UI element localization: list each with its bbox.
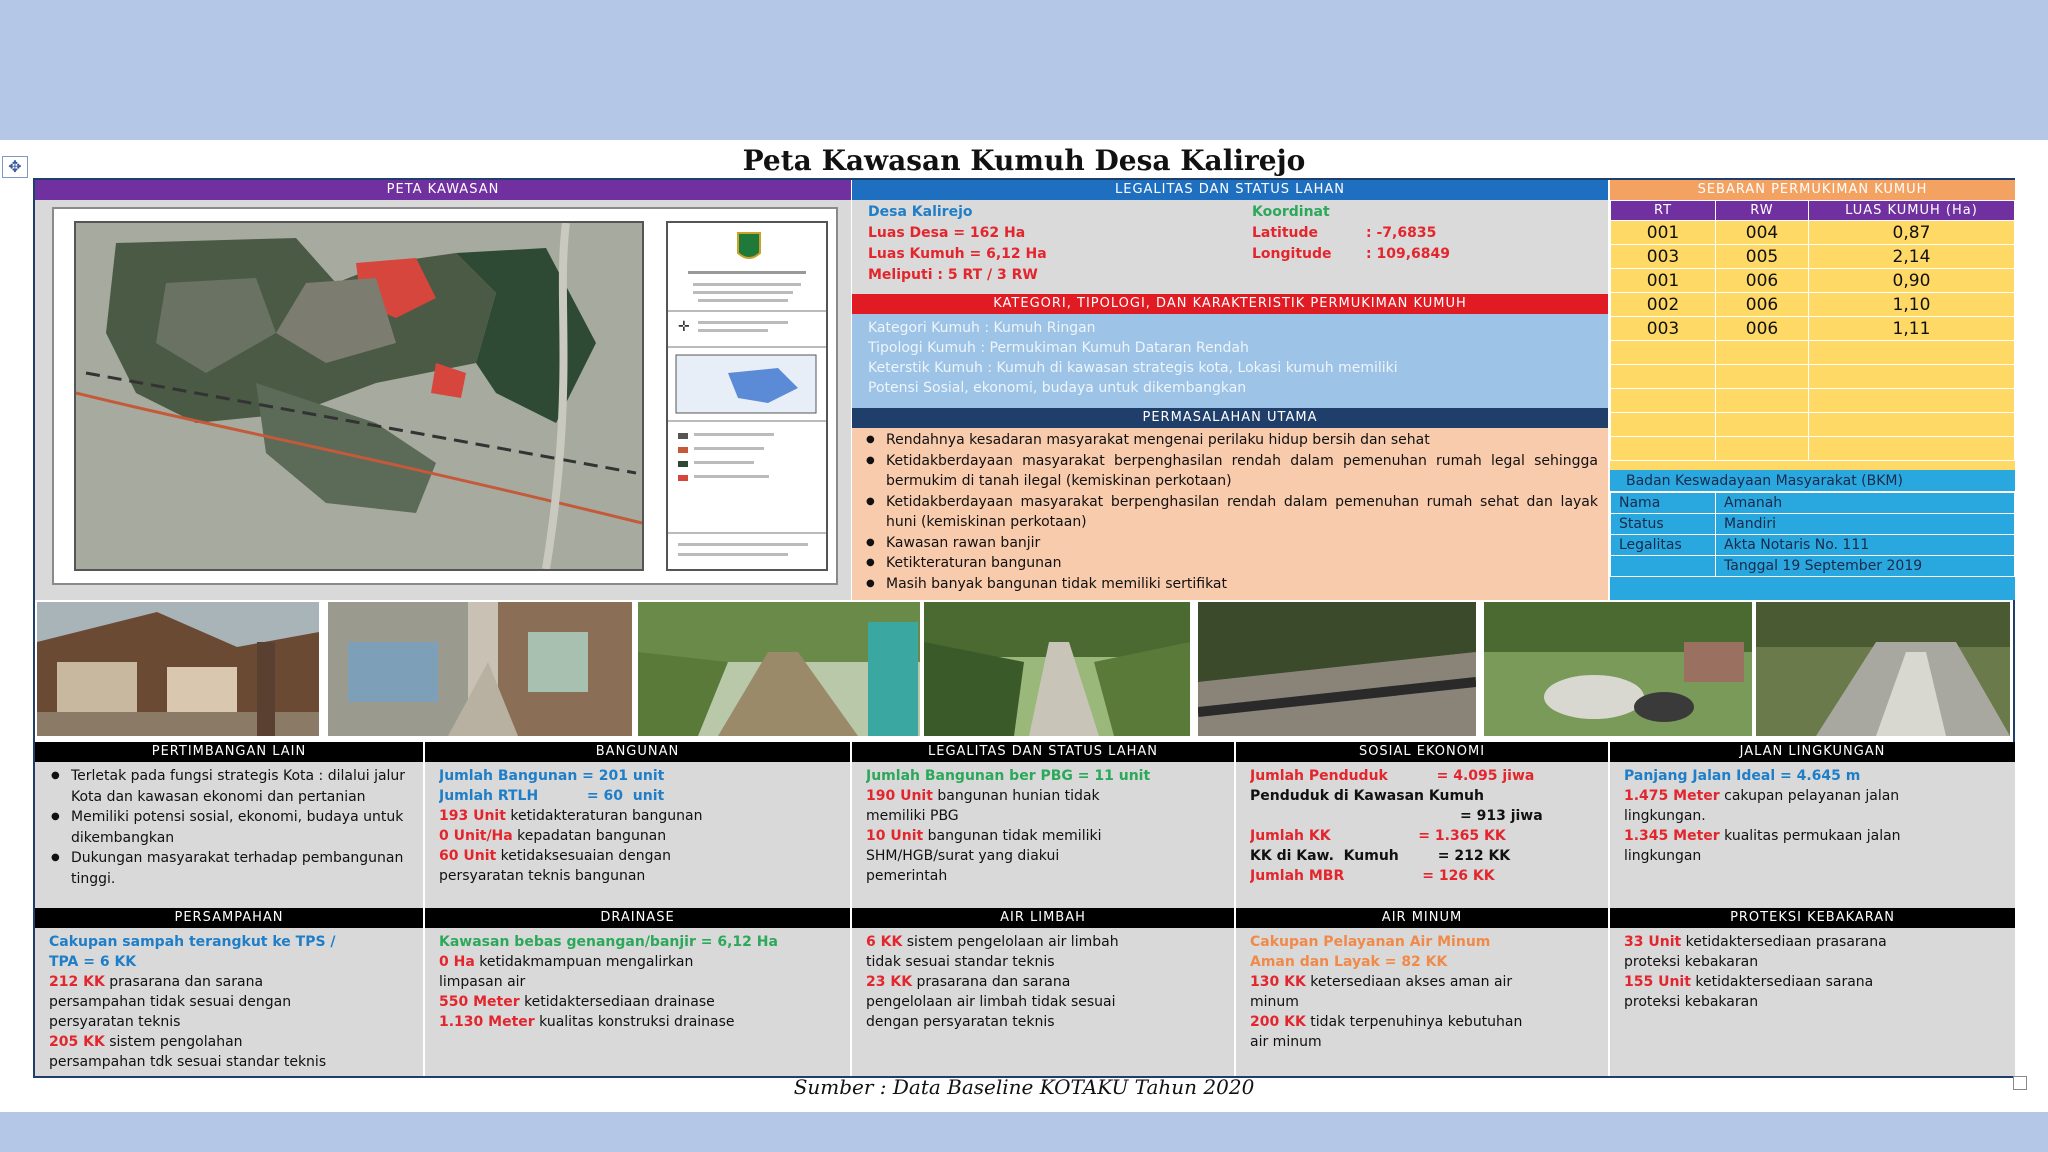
cell-rt: 003 bbox=[1611, 245, 1716, 269]
legalitas-stat-1-text: bangunan hunian tidak bbox=[932, 788, 1100, 804]
penduduk-kumuh-value: = 913 jiwa bbox=[1460, 808, 1543, 824]
cell-luas: 2,14 bbox=[1808, 245, 2014, 269]
drainase-stat-1-text: ketidakmampuan mengalirkan bbox=[474, 954, 694, 970]
jumlah-pbg: Jumlah Bangunan ber PBG = 11 unit bbox=[866, 768, 1151, 784]
proteksi-stat-1-text: ketidaktersediaan prasarana bbox=[1681, 934, 1887, 950]
longitude-value: : 109,6849 bbox=[1366, 246, 1450, 262]
photo-waste bbox=[1484, 602, 1752, 736]
sampah-stat-2-text-2: persampahan tdk sesuai standar teknis bbox=[49, 1054, 327, 1070]
sebaran-panel bbox=[1610, 180, 2015, 470]
minum-stat-2-value: 200 KK bbox=[1250, 1014, 1306, 1030]
permasalahan-item: ● Ketidakberdayaan masyarakat berpenghasilan rendah dalam pemenuhan rumah sehat dan layak huni (kemiskinan perkotaan) bbox=[862, 492, 1598, 533]
table-row-empty bbox=[1611, 413, 2015, 437]
bangunan-stat-3-text-2: persyaratan teknis bangunan bbox=[439, 868, 646, 884]
cell-rw: 006 bbox=[1716, 293, 1809, 317]
bangunan-stat-2-value: 0 Unit/Ha bbox=[439, 828, 513, 844]
sosial-header: SOSIAL EKONOMI bbox=[1236, 742, 1608, 762]
table-row bbox=[1611, 245, 2015, 269]
bangunan-stat-3-text: ketidaksesuaian dengan bbox=[496, 848, 671, 864]
pertimbangan-item: ● Dukungan masyarakat terhadap pembangunan tinggi. bbox=[47, 848, 415, 889]
bangunan-stat-1-text: ketidakteraturan bangunan bbox=[505, 808, 703, 824]
cell-rt: 001 bbox=[1611, 221, 1716, 245]
bkm-nama-label: Nama bbox=[1611, 493, 1716, 514]
aerial-map-image bbox=[74, 221, 644, 571]
limbah-panel bbox=[852, 908, 1234, 1076]
legalitas-stat-2-text-2: SHM/HGB/surat yang diakui bbox=[866, 848, 1060, 864]
sampah-stat-1-value: 212 KK bbox=[49, 974, 105, 990]
cell-luas: 0,90 bbox=[1808, 269, 2014, 293]
kategori-line-4: Potensi Sosial, ekonomi, budaya untuk dikembangkan bbox=[868, 380, 1247, 396]
bkm-legalitas-value-2: Tanggal 19 September 2019 bbox=[1716, 556, 2015, 577]
legalitas-stat-2-text: bangunan tidak memiliki bbox=[923, 828, 1102, 844]
photo-concrete-path bbox=[924, 602, 1190, 736]
sampah-stat-2-value: 205 KK bbox=[49, 1034, 105, 1050]
kategori-line-2: Tipologi Kumuh : Permukiman Kumuh Dataran Rendah bbox=[868, 340, 1249, 356]
luas-kumuh: Luas Kumuh = 6,12 Ha bbox=[868, 246, 1047, 262]
cell-rt: 003 bbox=[1611, 317, 1716, 341]
bkm-title: Badan Keswadayaan Masyarakat (BKM) bbox=[1610, 470, 2015, 492]
move-handle-icon[interactable]: ✥ bbox=[2, 156, 28, 178]
penduduk-kumuh-label: Penduduk di Kawasan Kumuh bbox=[1250, 788, 1484, 804]
table-row bbox=[1611, 269, 2015, 293]
photo-alley bbox=[328, 602, 632, 736]
bangunan-stat-1-value: 193 Unit bbox=[439, 808, 506, 824]
kawasan-bebas-genangan: Kawasan bebas genangan/banjir = 6,12 Ha bbox=[439, 934, 778, 950]
drainase-stat-2-value: 550 Meter bbox=[439, 994, 520, 1010]
sebaran-header: SEBARAN PERMUKIMAN KUMUH bbox=[1610, 180, 2015, 200]
svg-text:✛: ✛ bbox=[678, 319, 690, 335]
meliputi: Meliputi : 5 RT / 3 RW bbox=[868, 267, 1038, 283]
jumlah-kk: Jumlah KK = 1.365 KK bbox=[1250, 828, 1506, 844]
jalan-stat-2-text-2: lingkungan bbox=[1624, 848, 1702, 864]
limbah-stat-1-text-2: tidak sesuai standar teknis bbox=[866, 954, 1055, 970]
table-row-empty bbox=[1611, 389, 2015, 413]
peta-kawasan-header: PETA KAWASAN bbox=[35, 180, 851, 200]
legalitas-stat-2-text-3: pemerintah bbox=[866, 868, 948, 884]
bkm-status-label: Status bbox=[1611, 514, 1716, 535]
limbah-stat-1-text: sistem pengelolaan air limbah bbox=[902, 934, 1119, 950]
minum-stat-1-value: 130 KK bbox=[1250, 974, 1306, 990]
photo-dirt-path bbox=[638, 602, 920, 736]
pertimbangan-list bbox=[35, 762, 423, 889]
cell-rw: 006 bbox=[1716, 317, 1809, 341]
bkm-status-value: Mandiri bbox=[1716, 514, 2015, 535]
sampah-stat-2-text: sistem pengolahan bbox=[104, 1034, 243, 1050]
drainase-panel bbox=[425, 908, 850, 1076]
permasalahan-panel bbox=[852, 408, 1608, 600]
latitude-label: Latitude bbox=[1252, 225, 1319, 241]
drainase-stat-1-value: 0 Ha bbox=[439, 954, 475, 970]
persampahan-header: PERSAMPAHAN bbox=[35, 908, 423, 928]
regency-emblem-icon bbox=[738, 233, 760, 258]
column-header-rt: RT bbox=[1611, 201, 1716, 221]
kategori-panel bbox=[852, 294, 1608, 408]
map-legend-panel bbox=[666, 221, 828, 571]
jumlah-rtlh: Jumlah RTLH = 60 unit bbox=[439, 788, 665, 804]
limbah-header: AIR LIMBAH bbox=[852, 908, 1234, 928]
sebaran-table bbox=[1610, 200, 2015, 461]
kk-kumuh: KK di Kaw. Kumuh = 212 KK bbox=[1250, 848, 1511, 864]
pertimbangan-item: ● Terletak pada fungsi strategis Kota : dilalui jalur Kota dan kawasan ekonomi dan pertanian bbox=[47, 766, 415, 807]
proteksi-stat-1-value: 33 Unit bbox=[1624, 934, 1682, 950]
minum-stat-1-text-2: minum bbox=[1250, 994, 1299, 1010]
map-legend-svg bbox=[668, 223, 826, 569]
table-row bbox=[1611, 293, 2015, 317]
map-frame bbox=[52, 207, 838, 585]
table-row bbox=[1611, 317, 2015, 341]
minum-panel bbox=[1236, 908, 1608, 1076]
koordinat-label: Koordinat bbox=[1252, 204, 1330, 220]
sampah-stat-1-text-3: persyaratan teknis bbox=[49, 1014, 181, 1030]
legalitas-stat-1-text-2: memiliki PBG bbox=[866, 808, 959, 824]
sosial-panel bbox=[1236, 742, 1608, 908]
legalitas-bottom-header: LEGALITAS DAN STATUS LAHAN bbox=[852, 742, 1234, 762]
jalan-stat-2-value: 1.345 Meter bbox=[1624, 828, 1720, 844]
limbah-stat-2-text: prasarana dan sarana bbox=[912, 974, 1071, 990]
permasalahan-item: ● Ketikteraturan bangunan bbox=[862, 553, 1598, 574]
proteksi-stat-2-text: ketidaktersediaan sarana bbox=[1690, 974, 1874, 990]
drainase-stat-2-text: ketidaktersediaan drainase bbox=[519, 994, 715, 1010]
drainase-stat-1-text-2: limpasan air bbox=[439, 974, 526, 990]
cakupan-sampah-2: TPA = 6 KK bbox=[49, 954, 137, 970]
photo-drain-channel bbox=[1756, 602, 2010, 736]
kategori-line-1: Kategori Kumuh : Kumuh Ringan bbox=[868, 320, 1096, 336]
permasalahan-item: ● Ketidakberdayaan masyarakat berpenghasilan rendah dalam pemenuhan rumah legal sehingga bermukim di tanah ilegal (kemiskinan perkotaan) bbox=[862, 451, 1598, 492]
jalan-stat-1-text: cakupan pelayanan jalan bbox=[1719, 788, 1900, 804]
bkm-table bbox=[1610, 492, 2015, 577]
kategori-line-3: Keterstik Kumuh : Kumuh di kawasan strategis kota, Lokasi kumuh memiliki bbox=[868, 360, 1398, 376]
drainase-header: DRAINASE bbox=[425, 908, 850, 928]
limbah-stat-2-text-2: pengelolaan air limbah tidak sesuai bbox=[866, 994, 1116, 1010]
cell-rw: 005 bbox=[1716, 245, 1809, 269]
jalan-stat-1-value: 1.475 Meter bbox=[1624, 788, 1720, 804]
panjang-jalan: Panjang Jalan Ideal = 4.645 m bbox=[1624, 768, 1861, 784]
desa-name: Desa Kalirejo bbox=[868, 204, 973, 220]
page-title: Peta Kawasan Kumuh Desa Kalirejo bbox=[742, 144, 1306, 177]
cell-rt: 002 bbox=[1611, 293, 1716, 317]
photo-drainage bbox=[1198, 602, 1476, 736]
cell-luas: 0,87 bbox=[1808, 221, 2014, 245]
limbah-stat-2-value: 23 KK bbox=[866, 974, 913, 990]
pertimbangan-header: PERTIMBANGAN LAIN bbox=[35, 742, 423, 762]
jalan-panel bbox=[1610, 742, 2015, 908]
legalitas-top-panel bbox=[852, 180, 1608, 296]
jalan-stat-1-text-2: lingkungan. bbox=[1624, 808, 1706, 824]
proteksi-header: PROTEKSI KEBAKARAN bbox=[1610, 908, 2015, 928]
jumlah-mbr: Jumlah MBR = 126 KK bbox=[1250, 868, 1495, 884]
bkm-legalitas-value-1: Akta Notaris No. 111 bbox=[1716, 535, 2015, 556]
aman-layak: Aman dan Layak = 82 KK bbox=[1250, 954, 1448, 970]
permasalahan-item: ● Rendahnya kesadaran masyarakat mengenai perilaku hidup bersih dan sehat bbox=[862, 430, 1598, 451]
proteksi-stat-2-text-2: proteksi kebakaran bbox=[1624, 994, 1759, 1010]
sampah-stat-1-text-2: persampahan tidak sesuai dengan bbox=[49, 994, 292, 1010]
minum-stat-2-text-2: air minum bbox=[1250, 1034, 1322, 1050]
legalitas-top-header: LEGALITAS DAN STATUS LAHAN bbox=[852, 180, 1608, 200]
bangunan-stat-2-text: kepadatan bangunan bbox=[512, 828, 667, 844]
permasalahan-header: PERMASALAHAN UTAMA bbox=[852, 408, 1608, 428]
table-row-empty bbox=[1611, 365, 2015, 389]
bangunan-header: BANGUNAN bbox=[425, 742, 850, 762]
permasalahan-item: ● Masih banyak bangunan tidak memiliki sertifikat bbox=[862, 574, 1598, 595]
proteksi-panel bbox=[1610, 908, 2015, 1076]
column-header-rw: RW bbox=[1716, 201, 1809, 221]
bangunan-panel bbox=[425, 742, 850, 908]
cell-luas: 1,11 bbox=[1808, 317, 2014, 341]
minum-header: AIR MINUM bbox=[1236, 908, 1608, 928]
pertimbangan-panel bbox=[35, 742, 423, 908]
permasalahan-list bbox=[862, 430, 1598, 594]
jalan-stat-2-text: kualitas permukaan jalan bbox=[1719, 828, 1901, 844]
bkm-panel bbox=[1610, 470, 2015, 600]
cakupan-sampah: Cakupan sampah terangkut ke TPS / bbox=[49, 934, 336, 950]
proteksi-stat-2-value: 155 Unit bbox=[1624, 974, 1691, 990]
cell-rw: 006 bbox=[1716, 269, 1809, 293]
permasalahan-item: ● Kawasan rawan banjir bbox=[862, 533, 1598, 554]
cell-rw: 004 bbox=[1716, 221, 1809, 245]
jalan-header: JALAN LINGKUNGAN bbox=[1610, 742, 2015, 762]
latitude-value: : -7,6835 bbox=[1366, 225, 1437, 241]
proteksi-stat-1-text-2: proteksi kebakaran bbox=[1624, 954, 1759, 970]
persampahan-panel bbox=[35, 908, 423, 1076]
limbah-stat-1-value: 6 KK bbox=[866, 934, 903, 950]
jumlah-penduduk: Jumlah Penduduk = 4.095 jiwa bbox=[1250, 768, 1535, 784]
bkm-nama-value: Amanah bbox=[1716, 493, 2015, 514]
legalitas-stat-2-value: 10 Unit bbox=[866, 828, 924, 844]
bangunan-stat-3-value: 60 Unit bbox=[439, 848, 497, 864]
luas-desa: Luas Desa = 162 Ha bbox=[868, 225, 1026, 241]
cakupan-air-minum: Cakupan Pelayanan Air Minum bbox=[1250, 934, 1491, 950]
column-header-luas: LUAS KUMUH (Ha) bbox=[1808, 201, 2014, 221]
minum-stat-2-text: tidak terpenuhinya kebutuhan bbox=[1305, 1014, 1523, 1030]
drainase-stat-3-text: kualitas konstruksi drainase bbox=[534, 1014, 735, 1030]
aerial-map-svg bbox=[76, 223, 642, 569]
limbah-stat-2-text-3: dengan persyaratan teknis bbox=[866, 1014, 1055, 1030]
table-row-empty bbox=[1611, 341, 2015, 365]
legalitas-bottom-panel bbox=[852, 742, 1234, 908]
resize-handle-icon[interactable] bbox=[2013, 1076, 2027, 1090]
sampah-stat-1-text: prasarana dan sarana bbox=[104, 974, 264, 990]
longitude-label: Longitude bbox=[1252, 246, 1332, 262]
jumlah-bangunan: Jumlah Bangunan = 201 unit bbox=[439, 768, 665, 784]
table-row bbox=[1611, 221, 2015, 245]
table-row-empty bbox=[1611, 437, 2015, 461]
source-caption: Sumber : Data Baseline KOTAKU Tahun 2020 bbox=[793, 1075, 1255, 1099]
pertimbangan-item: ● Memiliki potensi sosial, ekonomi, budaya untuk dikembangkan bbox=[47, 807, 415, 848]
minum-stat-1-text: ketersediaan akses aman air bbox=[1305, 974, 1513, 990]
legalitas-stat-1-value: 190 Unit bbox=[866, 788, 933, 804]
kategori-header: KATEGORI, TIPOLOGI, DAN KARAKTERISTIK PERMUKIMAN KUMUH bbox=[852, 294, 1608, 314]
drainase-stat-3-value: 1.130 Meter bbox=[439, 1014, 535, 1030]
bkm-legalitas-label: Legalitas bbox=[1611, 535, 1716, 556]
cell-luas: 1,10 bbox=[1808, 293, 2014, 317]
photo-houses bbox=[37, 602, 319, 736]
cell-rt: 001 bbox=[1611, 269, 1716, 293]
